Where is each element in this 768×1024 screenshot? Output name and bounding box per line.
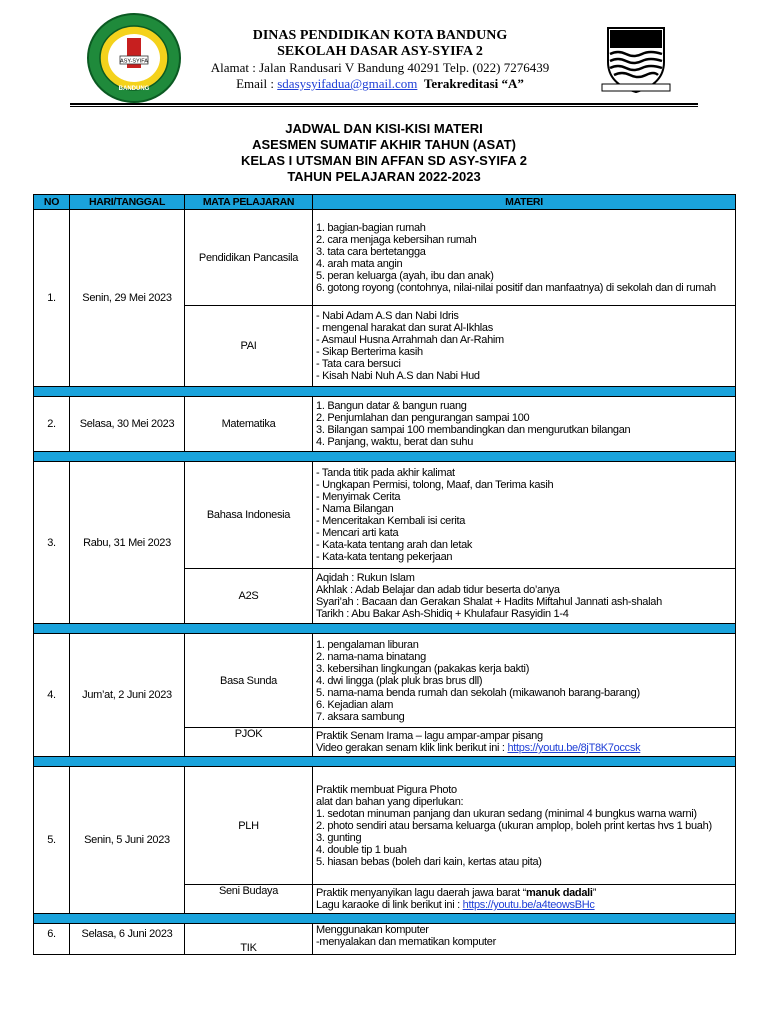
materi-item: 4. Panjang, waktu, berat dan suhu — [316, 436, 474, 448]
table-header-row — [34, 195, 736, 210]
materi-link-line — [316, 742, 732, 754]
materi-link-line — [316, 899, 732, 911]
separator-row — [34, 387, 736, 397]
materi-item: 5. peran keluarga (ayah, ibu dan anak) — [316, 269, 494, 282]
link-prefix: Lagu karaoke di link berikut ini : — [316, 899, 463, 911]
row-materi — [313, 728, 736, 757]
materi-item: 6. Kejadian alam — [316, 698, 394, 711]
materi-item: -menyalakan dan mematikan komputer — [316, 936, 496, 948]
row-subject: Basa Sunda — [185, 634, 313, 728]
row-no: 6. — [34, 924, 70, 955]
separator-cell — [34, 914, 736, 924]
materi-item: 2. photo sendiri atau bersama keluarga (ukuran amplop, boleh print kertas hvs 1 buah) — [316, 819, 712, 832]
row-materi — [313, 462, 736, 569]
row-subject: PAI — [185, 306, 313, 387]
agency-name: DINAS PENDIDIKAN KOTA BANDUNG — [252, 28, 508, 43]
materi-item: 1. bagian-bagian rumah — [316, 221, 426, 234]
materi-item: Menggunakan komputer — [316, 924, 429, 936]
materi-item: 4. dwi lingga (plak pluk bras brus dll) — [316, 674, 483, 687]
materi-item: 1. sedotan minuman panjang dan ukuran sedang (minimal 4 bungkus warna warni) — [316, 807, 697, 820]
materi-item: 2. cara menjaga kebersihan rumah — [316, 233, 477, 246]
row-materi — [313, 569, 736, 624]
separator-cell — [34, 452, 736, 462]
row-materi — [313, 306, 736, 387]
separator-row — [34, 624, 736, 634]
document-title — [0, 121, 768, 185]
row-subject: Pendidikan Pancasila — [185, 210, 313, 306]
row-subject: Seni Budaya — [185, 885, 313, 914]
video-link[interactable]: https://youtu.be/8jT8K7occsk — [507, 742, 641, 754]
row-subject: TIK — [185, 924, 313, 955]
header-date: HARI/TANGGAL — [70, 195, 185, 210]
letterhead-text — [150, 28, 610, 92]
title-line-2: ASESMEN SUMATIF AKHIR TAHUN (ASAT) — [252, 137, 516, 152]
row-subject: Matematika — [185, 397, 313, 452]
header-no: NO — [34, 195, 70, 210]
materi-item: 1. Bangun datar & bangun ruang — [316, 400, 467, 412]
row-no: 4. — [34, 634, 70, 757]
materi-item: 3. gunting — [316, 831, 362, 844]
row-no: 5. — [34, 767, 70, 914]
materi-item: 2. Penjumlahan dan pengurangan sampai 100 — [316, 412, 530, 424]
school-name: SEKOLAH DASAR ASY-SYIFA 2 — [277, 44, 483, 59]
materi-item: - Kata-kata tentang arah dan letak — [316, 539, 473, 551]
materi-item: Akhlak : Adab Belajar dan adab tidur beserta do’anya — [316, 584, 560, 596]
table-row — [34, 462, 736, 569]
row-materi — [313, 634, 736, 728]
schedule-table — [33, 194, 736, 955]
materi-item: - Kata-kata tentang pekerjaan — [316, 551, 453, 563]
materi-item: 3. kebersihan lingkungan (pakakas kerja bakti) — [316, 662, 530, 675]
materi-item: 5. nama-nama benda rumah dan sekolah (mikawanoh barang-barang) — [316, 686, 640, 699]
header-rule-thin — [70, 106, 698, 107]
row-subject: A2S — [185, 569, 313, 624]
song-title: manuk dadali — [525, 887, 593, 899]
materi-song-line — [316, 887, 732, 899]
materi-item: Aqidah : Rukun Islam — [316, 572, 415, 584]
materi-item: 3. tata cara bertetangga — [316, 245, 426, 258]
row-date: Senin, 5 Juni 2023 — [70, 767, 185, 914]
title-line-4: TAHUN PELAJARAN 2022-2023 — [287, 169, 481, 184]
row-date: Senin, 29 Mei 2023 — [70, 210, 185, 387]
materi-item: - Nabi Adam A.S dan Nabi Idris — [316, 310, 459, 322]
karaoke-link[interactable]: https://youtu.be/a4teowsBHc — [462, 899, 595, 911]
logo-left-text: ASY-SYIFA — [120, 58, 148, 65]
row-subject: PJOK — [185, 728, 313, 757]
materi-item: Tarikh : Abu Bakar Ash-Shidiq + Khulafaur Rasyidin 1-4 — [316, 608, 569, 620]
separator-row — [34, 452, 736, 462]
row-date: Selasa, 30 Mei 2023 — [70, 397, 185, 452]
email-link[interactable]: sdasysyifadua@gmail.com — [277, 76, 418, 91]
accreditation: Terakreditasi “A” — [423, 76, 524, 91]
separator-cell — [34, 387, 736, 397]
email-label: Email : — [236, 76, 278, 91]
row-subject: PLH — [185, 767, 313, 885]
header-materi: MATERI — [313, 195, 736, 210]
materi-item: 6. gotong royong (contohnya, nilai-nilai positif dan manfaatnya) di sekolah dan di rumah — [316, 281, 716, 294]
materi-item: - Mencari arti kata — [316, 527, 399, 539]
materi-item: 3. Bilangan sampai 100 membandingkan dan mengurutkan bilangan — [316, 424, 631, 436]
materi-item: - Tata cara bersuci — [316, 358, 401, 370]
materi-item: - Tanda titik pada akhir kalimat — [316, 467, 455, 479]
materi-item: - Sikap Berterima kasih — [316, 346, 423, 358]
materi-item: Praktik membuat Pigura Photo — [316, 783, 457, 796]
title-line-3: KELAS I UTSMAN BIN AFFAN SD ASY-SYIFA 2 — [240, 153, 528, 168]
row-materi — [313, 210, 736, 306]
materi-item: - Ungkapan Permisi, tolong, Maaf, dan Terima kasih — [316, 479, 554, 491]
table-row — [34, 210, 736, 306]
materi-item: 5. hiasan bebas (boleh dari kain, kertas atau pita) — [316, 855, 542, 868]
title-line-1: JADWAL DAN KISI-KISI MATERI — [285, 121, 483, 136]
row-date: Jum’at, 2 Juni 2023 — [70, 634, 185, 757]
row-no: 1. — [34, 210, 70, 387]
table-row — [34, 924, 736, 955]
row-date: Rabu, 31 Mei 2023 — [70, 462, 185, 624]
row-no: 3. — [34, 462, 70, 624]
table-row — [34, 634, 736, 728]
materi-item: Praktik Senam Irama – lagu ampar-ampar pisang — [316, 730, 543, 742]
materi-item: - Menyimak Cerita — [316, 491, 401, 503]
separator-row — [34, 757, 736, 767]
link-prefix: Video gerakan senam klik link berikut ini : — [316, 742, 508, 754]
materi-item: - Asmaul Husna Arrahmah dan Ar-Rahim — [316, 334, 504, 346]
materi-item: 4. arah mata angin — [316, 257, 403, 270]
materi-item: 4. double tip 1 buah — [316, 843, 407, 856]
table-row — [34, 397, 736, 452]
row-materi — [313, 397, 736, 452]
separator-row — [34, 914, 736, 924]
song-suffix: ” — [592, 887, 597, 899]
logo-left-subtext: BANDUNG — [118, 86, 150, 92]
materi-item: 7. aksara sambung — [316, 710, 405, 723]
row-no: 2. — [34, 397, 70, 452]
letterhead — [0, 0, 768, 110]
header-subject: MATA PELAJARAN — [185, 195, 313, 210]
materi-item: Syari’ah : Bacaan dan Gerakan Shalat + Hadits Miftahul Jannati ash-shalah — [316, 596, 662, 608]
separator-cell — [34, 624, 736, 634]
materi-item: 1. pengalaman liburan — [316, 638, 419, 651]
materi-item: - Kisah Nabi Nuh A.S dan Nabi Hud — [316, 370, 480, 382]
separator-cell — [34, 757, 736, 767]
row-subject: Bahasa Indonesia — [185, 462, 313, 569]
header-rule — [70, 103, 698, 105]
row-materi — [313, 924, 736, 955]
table-row — [34, 767, 736, 885]
contact-line — [150, 76, 610, 92]
materi-item: 2. nama-nama binatang — [316, 650, 426, 663]
row-date: Selasa, 6 Juni 2023 — [70, 924, 185, 955]
materi-item: - Menceritakan Kembali isi cerita — [316, 515, 466, 527]
song-prefix: Praktik menyanyikan lagu daerah jawa barat “ — [316, 887, 526, 899]
city-emblem — [600, 22, 672, 96]
materi-item: alat dan bahan yang diperlukan: — [316, 795, 464, 808]
row-materi — [313, 885, 736, 914]
materi-item: - mengenal harakat dan surat Al-Ikhlas — [316, 322, 493, 334]
row-materi — [313, 767, 736, 885]
school-address: Alamat : Jalan Randusari V Bandung 40291 Telp. (022) 7276439 — [210, 60, 550, 75]
materi-item: - Nama Bilangan — [316, 503, 394, 515]
